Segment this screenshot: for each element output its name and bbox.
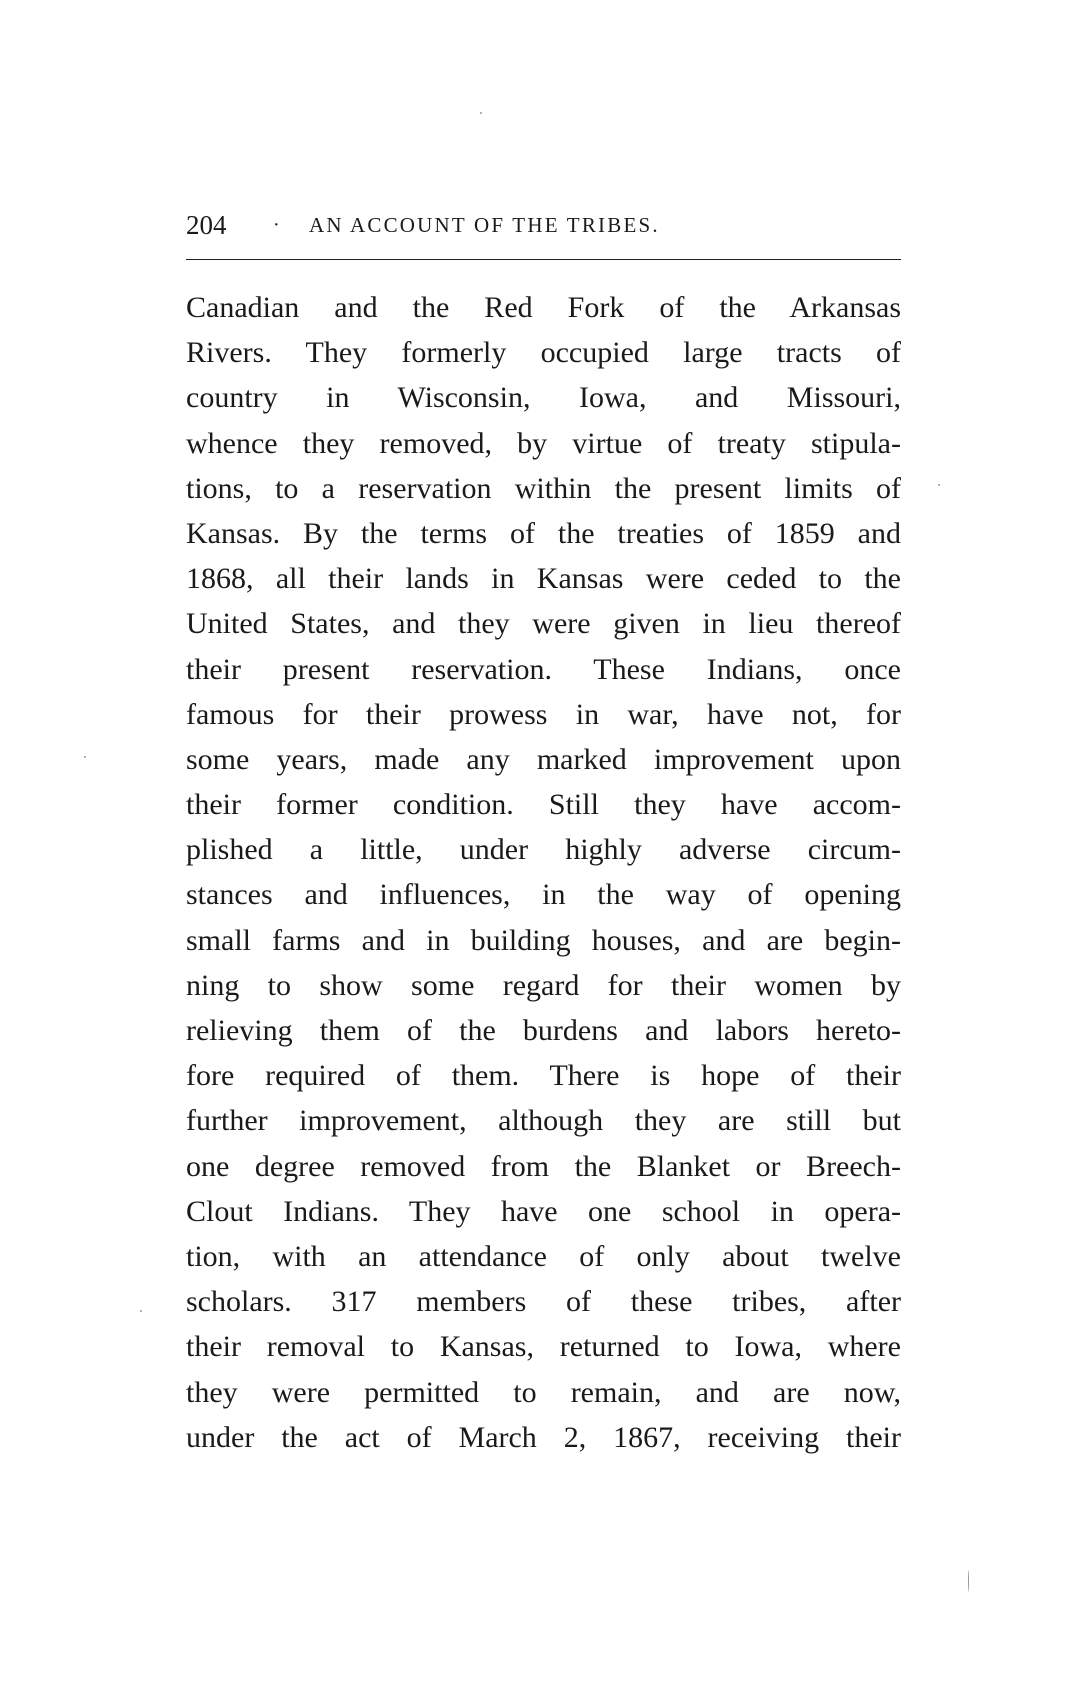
text-line: Rivers. They formerly occupied large tracts of [186, 336, 901, 370]
text-line: one degree removed from the Blanket or Breech- [186, 1149, 901, 1183]
scan-speck [480, 112, 482, 114]
scan-speck [140, 1310, 142, 1312]
scan-speck [938, 484, 940, 486]
text-line: their removal to Kansas, returned to Iowa, where [186, 1330, 901, 1364]
text-line: further improvement, although they are still but [186, 1104, 901, 1138]
text-line: Kansas. By the terms of the treaties of 1859 and [186, 516, 901, 550]
body-text [186, 285, 901, 1460]
scan-speck [84, 756, 86, 758]
scan-speck [968, 1570, 969, 1592]
text-line: fore required of them. There is hope of their [186, 1059, 901, 1093]
header-separator: · [273, 214, 280, 236]
text-line: famous for their prowess in war, have not, for [186, 697, 901, 731]
text-line: tion, with an attendance of only about twelve [186, 1239, 901, 1273]
text-line: plished a little, under highly adverse circum- [186, 833, 901, 867]
page-number: 204 [186, 210, 227, 240]
page-header [186, 205, 901, 245]
text-line: tions, to a reservation within the present limits of [186, 471, 901, 505]
text-line: their former condition. Still they have accom- [186, 788, 901, 822]
text-line: small farms and in building houses, and are begin- [186, 923, 901, 957]
header-rule [186, 259, 901, 260]
text-line: some years, made any marked improvement upon [186, 742, 901, 776]
running-head: AN ACCOUNT OF THE TRIBES. [309, 213, 660, 237]
text-line: relieving them of the burdens and labors hereto- [186, 1014, 901, 1047]
text-line: ning to show some regard for their women by [186, 968, 901, 1002]
text-line: under the act of March 2, 1867, receiving their [186, 1420, 901, 1454]
text-line: they were permitted to remain, and are now, [186, 1375, 901, 1409]
text-line: United States, and they were given in lieu thereof [186, 607, 901, 641]
text-line: whence they removed, by virtue of treaty stipula- [186, 426, 901, 460]
text-line: Canadian and the Red Fork of the Arkansas [186, 291, 901, 324]
text-line: their present reservation. These Indians, once [186, 652, 901, 686]
text-line: Clout Indians. They have one school in opera- [186, 1194, 901, 1228]
text-line: 1868, all their lands in Kansas were ceded to the [186, 562, 901, 596]
text-line: country in Wisconsin, Iowa, and Missouri, [186, 381, 901, 415]
text-line: scholars. 317 members of these tribes, after [186, 1285, 901, 1319]
text-line: stances and influences, in the way of opening [186, 878, 901, 912]
